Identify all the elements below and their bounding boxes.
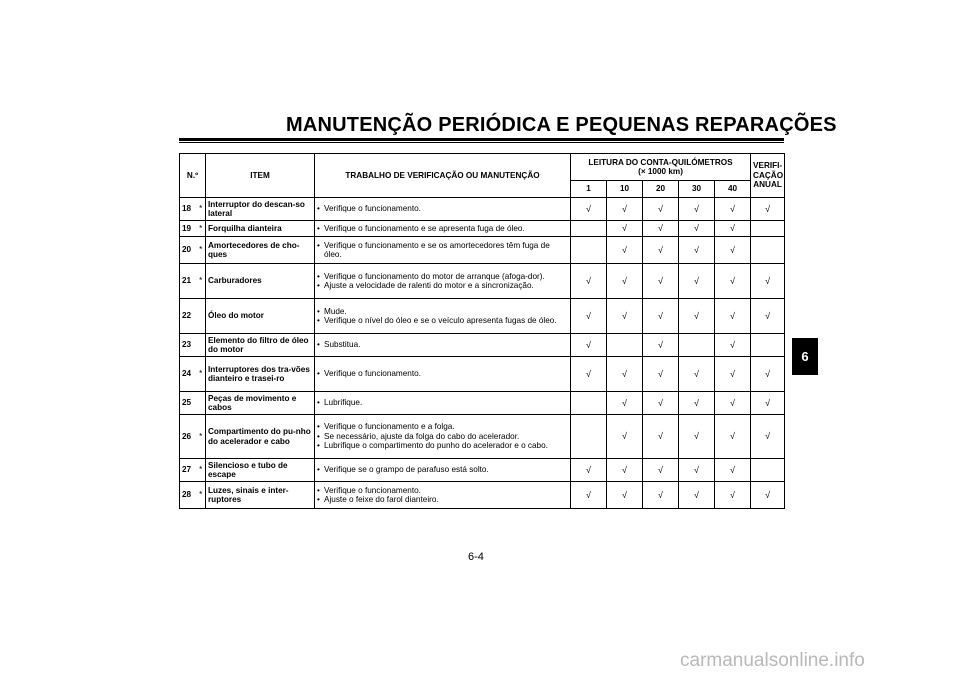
work-step: • Verifique o funcionamento do motor de arranque (afoga-dor). [317, 272, 568, 281]
table-row [180, 237, 785, 264]
row-star-marker: * [197, 237, 206, 264]
check-cell: √ [571, 198, 607, 221]
header-item: ITEM [206, 154, 315, 198]
header-annual-line3: ANUAL [753, 180, 782, 190]
check-cell: √ [643, 357, 679, 392]
row-work [315, 198, 571, 221]
table-row [180, 482, 785, 509]
page-title: MANUTENÇÃO PERIÓDICA E PEQUENAS REPARAÇÕES [286, 114, 837, 136]
row-work [315, 264, 571, 299]
row-star-marker: * [197, 357, 206, 392]
row-number: 23 [180, 334, 197, 357]
check-cell: √ [643, 299, 679, 334]
check-cell: √ [571, 459, 607, 482]
header-annual-line1: VERIFI- [753, 161, 783, 171]
check-cell: √ [643, 264, 679, 299]
watermark: carmanualsonline.info [680, 650, 865, 671]
check-cell: √ [715, 357, 751, 392]
header-work: TRABALHO DE VERIFICAÇÃO OU MANUTENÇÃO [315, 154, 571, 198]
header-no: N.º [180, 154, 206, 198]
check-cell [571, 221, 607, 237]
work-list [317, 272, 568, 291]
row-number: 20 [180, 237, 197, 264]
row-number: 24 [180, 357, 197, 392]
table-row [180, 198, 785, 221]
check-cell: √ [607, 459, 643, 482]
row-work [315, 334, 571, 357]
work-step: • Verifique o funcionamento. [317, 204, 568, 213]
row-item: Luzes, sinais e inter-ruptores [206, 482, 315, 509]
row-item: Interruptor do descan-so lateral [206, 198, 315, 221]
header-km: 20 [643, 181, 679, 198]
row-work [315, 392, 571, 415]
check-cell: √ [643, 415, 679, 459]
check-cell: √ [715, 482, 751, 509]
row-star-marker: * [197, 264, 206, 299]
row-item: Peças de movimento e cabos [206, 392, 315, 415]
work-step: • Verifique o funcionamento e se apresenta fuga de óleo. [317, 224, 568, 233]
check-cell: √ [571, 334, 607, 357]
check-cell: √ [571, 357, 607, 392]
row-star-marker [197, 392, 206, 415]
table-row [180, 334, 785, 357]
table-row [180, 221, 785, 237]
check-cell: √ [679, 264, 715, 299]
check-cell: √ [607, 415, 643, 459]
row-work [315, 415, 571, 459]
title-rule-thin [179, 142, 784, 143]
check-cell: √ [607, 198, 643, 221]
work-step: • Mude. [317, 307, 568, 316]
check-cell: √ [679, 415, 715, 459]
row-star-marker: * [197, 415, 206, 459]
annual-check-cell [751, 221, 785, 237]
header-annual-line2: CAÇÃO [753, 170, 784, 180]
work-step: • Lubrifique o compartimento do punho do acelerador e o cabo. [317, 441, 568, 450]
check-cell: √ [715, 459, 751, 482]
table-row [180, 392, 785, 415]
check-cell [571, 415, 607, 459]
check-cell: √ [715, 334, 751, 357]
check-cell [679, 334, 715, 357]
row-item: Forquilha dianteira [206, 221, 315, 237]
row-item: Compartimento do pu-nho do acelerador e cabo [206, 415, 315, 459]
work-step: • Verifique o nível do óleo e se o veículo apresenta fugas de óleo. [317, 316, 568, 325]
header-odometer-line1: LEITURA DO CONTA-QUILÓMETROS [588, 157, 733, 167]
check-cell: √ [679, 221, 715, 237]
row-number: 21 [180, 264, 197, 299]
check-cell: √ [607, 237, 643, 264]
annual-check-cell: √ [751, 198, 785, 221]
work-step: • Verifique o funcionamento. [317, 486, 568, 495]
work-list [317, 224, 568, 233]
work-step: • Se necessário, ajuste da folga do cabo do acelerador. [317, 432, 568, 441]
row-number: 28 [180, 482, 197, 509]
header-km: 30 [679, 181, 715, 198]
maintenance-table [179, 153, 785, 509]
row-item: Silencioso e tubo de escape [206, 459, 315, 482]
work-step: • Ajuste o feixe do farol dianteiro. [317, 495, 568, 504]
row-star-marker: * [197, 459, 206, 482]
annual-check-cell [751, 237, 785, 264]
work-step: • Verifique se o grampo de parafuso está solto. [317, 465, 568, 474]
work-list [317, 465, 568, 474]
annual-check-cell: √ [751, 415, 785, 459]
row-work [315, 357, 571, 392]
check-cell: √ [607, 392, 643, 415]
row-number: 27 [180, 459, 197, 482]
check-cell: √ [715, 221, 751, 237]
check-cell: √ [643, 459, 679, 482]
check-cell [571, 237, 607, 264]
row-work [315, 237, 571, 264]
page-number: 6-4 [468, 551, 484, 563]
header-km: 1 [571, 181, 607, 198]
header-annual [751, 154, 785, 198]
check-cell: √ [679, 482, 715, 509]
row-star-marker: * [197, 221, 206, 237]
work-list [317, 340, 568, 349]
row-work [315, 459, 571, 482]
check-cell: √ [607, 221, 643, 237]
title-rule-thick [179, 138, 784, 141]
header-odometer-line2: (× 1000 km) [638, 167, 683, 176]
header-odometer [571, 154, 751, 181]
annual-check-cell: √ [751, 264, 785, 299]
check-cell: √ [607, 299, 643, 334]
row-star-marker [197, 299, 206, 334]
table-row [180, 264, 785, 299]
header-km: 10 [607, 181, 643, 198]
chapter-tab: 6 [792, 338, 818, 375]
row-number: 22 [180, 299, 197, 334]
row-number: 26 [180, 415, 197, 459]
work-list [317, 307, 568, 326]
check-cell: √ [679, 198, 715, 221]
annual-check-cell: √ [751, 392, 785, 415]
row-number: 25 [180, 392, 197, 415]
check-cell [607, 334, 643, 357]
work-step: • Ajuste a velocidade de ralenti do motor e a sincronização. [317, 281, 568, 290]
check-cell: √ [679, 237, 715, 264]
table-row [180, 357, 785, 392]
work-list [317, 486, 568, 505]
work-list [317, 422, 568, 450]
table-body [180, 198, 785, 509]
check-cell: √ [715, 237, 751, 264]
check-cell: √ [715, 198, 751, 221]
work-step: • Verifique o funcionamento e a folga. [317, 422, 568, 431]
check-cell: √ [679, 299, 715, 334]
check-cell: √ [571, 482, 607, 509]
check-cell: √ [643, 334, 679, 357]
check-cell: √ [607, 482, 643, 509]
check-cell: √ [679, 459, 715, 482]
table-row [180, 415, 785, 459]
check-cell: √ [571, 299, 607, 334]
check-cell: √ [715, 264, 751, 299]
check-cell: √ [715, 392, 751, 415]
check-cell: √ [607, 264, 643, 299]
row-item: Interruptores dos tra-vões dianteiro e trasei-ro [206, 357, 315, 392]
check-cell: √ [643, 237, 679, 264]
annual-check-cell [751, 334, 785, 357]
row-work [315, 221, 571, 237]
check-cell: √ [643, 198, 679, 221]
row-number: 18 [180, 198, 197, 221]
work-list [317, 241, 568, 260]
table-row [180, 459, 785, 482]
check-cell: √ [643, 482, 679, 509]
check-cell: √ [715, 415, 751, 459]
table-row [180, 299, 785, 334]
check-cell [571, 392, 607, 415]
row-star-marker [197, 334, 206, 357]
check-cell: √ [679, 392, 715, 415]
work-list [317, 204, 568, 213]
check-cell: √ [571, 264, 607, 299]
check-cell: √ [643, 392, 679, 415]
header-km: 40 [715, 181, 751, 198]
work-step: • Substitua. [317, 340, 568, 349]
row-item: Óleo do motor [206, 299, 315, 334]
row-star-marker: * [197, 198, 206, 221]
check-cell: √ [607, 357, 643, 392]
work-step: • Lubrifique. [317, 398, 568, 407]
work-step: • Verifique o funcionamento e se os amortecedores têm fuga de óleo. [317, 241, 568, 260]
row-work [315, 299, 571, 334]
check-cell: √ [679, 357, 715, 392]
annual-check-cell: √ [751, 299, 785, 334]
work-list [317, 398, 568, 407]
annual-check-cell: √ [751, 482, 785, 509]
work-list [317, 369, 568, 378]
work-step: • Verifique o funcionamento. [317, 369, 568, 378]
row-work [315, 482, 571, 509]
row-item: Elemento do filtro de óleo do motor [206, 334, 315, 357]
annual-check-cell [751, 459, 785, 482]
row-number: 19 [180, 221, 197, 237]
check-cell: √ [715, 299, 751, 334]
annual-check-cell: √ [751, 357, 785, 392]
check-cell: √ [643, 221, 679, 237]
row-star-marker: * [197, 482, 206, 509]
row-item: Carburadores [206, 264, 315, 299]
row-item: Amortecedores de cho-ques [206, 237, 315, 264]
